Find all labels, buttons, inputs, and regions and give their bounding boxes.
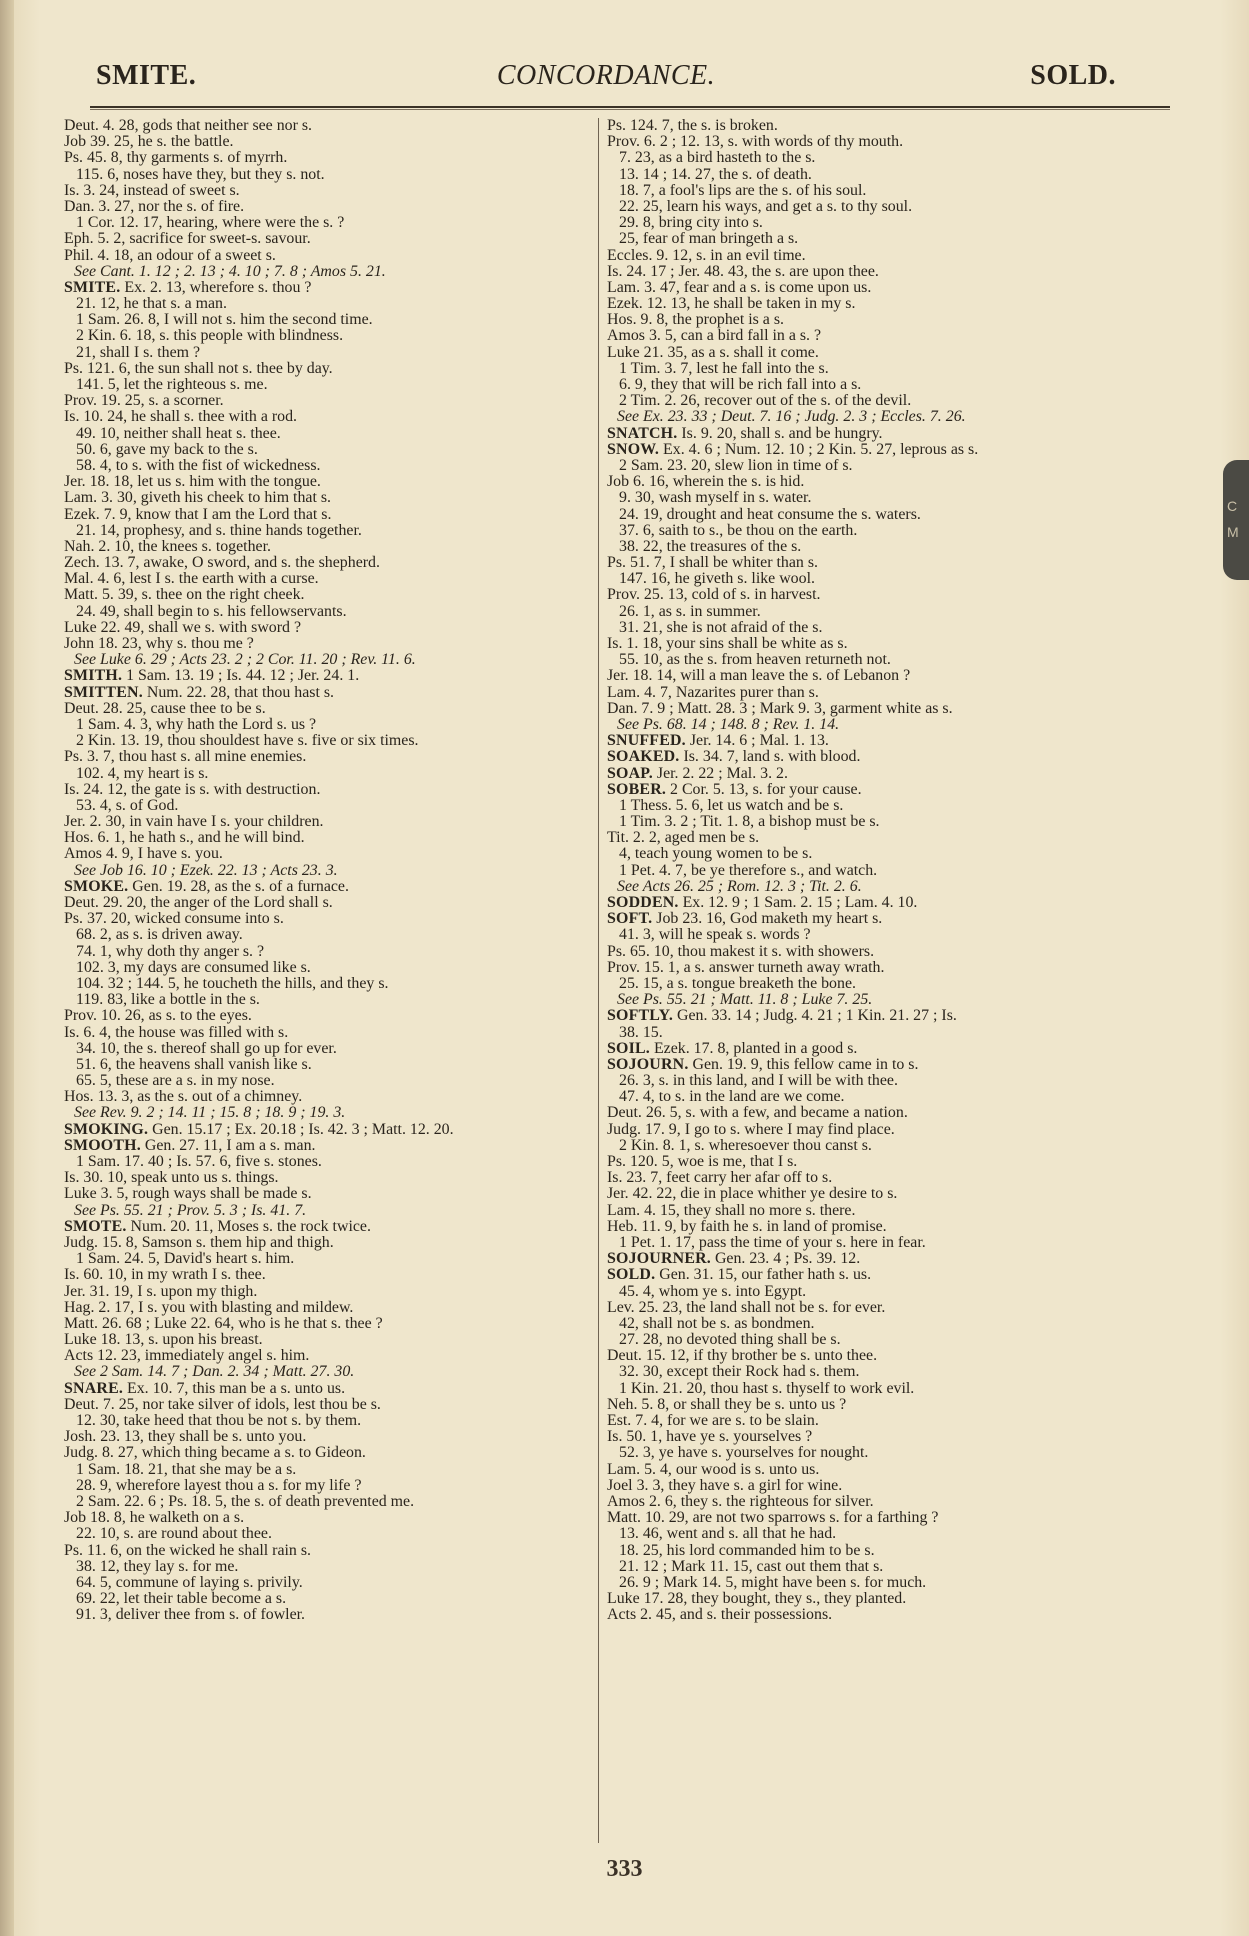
reference-line: 51. 6, the heavens shall vanish like s. [76, 1055, 312, 1073]
reference-line: 1 Kin. 21. 20, thou hast s. thyself to work evil. [619, 1379, 915, 1397]
reference-line: Deut. 28. 25, cause thee to be s. [64, 699, 266, 717]
headword: SOJOURNER. [607, 1250, 711, 1268]
reference-line: 12. 30, take heed that thou be not s. by them. [76, 1412, 362, 1429]
reference-line: 2 Kin. 8. 1, s. wheresoever thou canst s. [619, 1136, 872, 1154]
reference-line: 102. 4, my heart is s. [76, 764, 209, 782]
headword: SNUFFED. [607, 732, 686, 750]
headword: SNATCH. [607, 424, 678, 442]
right-column [607, 118, 1132, 1623]
reference-line: Luke 18. 13, s. upon his breast. [64, 1331, 263, 1349]
reference-line: Ps. 120. 5, woe is me, that I s. [607, 1153, 798, 1170]
reference-line: Nah. 2. 10, the knees s. together. [64, 537, 271, 555]
reference-line: 26. 9 ; Mark 14. 5, might have been s. for much. [619, 1573, 927, 1591]
reference-line: 42, shall not be s. as bondmen. [619, 1314, 815, 1332]
reference-line: Ps. 45. 8, thy garments s. of myrrh. [64, 149, 288, 167]
reference-line: Dan. 3. 27, nor the s. of fire. [64, 197, 245, 215]
entry-headword-line: SOFTLY. Gen. 33. 14 ; Judg. 4. 21 ; 1 Kin. 21. 27 ; Is. [607, 1007, 957, 1025]
see-also-line: See Cant. 1. 12 ; 2. 13 ; 4. 10 ; 7. 8 ; Amos 5. 21. [74, 262, 386, 280]
entry-headword-line: SMITTEN. Num. 22. 28, that thou hast s. [64, 683, 334, 701]
reference-line: 38. 15. [619, 1023, 663, 1041]
headword: SOFTLY. [607, 1007, 674, 1025]
reference-line: 38. 22, the treasures of the s. [619, 537, 802, 555]
reference-line: Matt. 5. 39, s. thee on the right cheek. [64, 586, 305, 604]
reference-line: Prov. 15. 1, a s. answer turneth away wrath. [607, 958, 885, 976]
reference-line: Prov. 6. 2 ; 12. 13, s. with words of thy mouth. [607, 133, 904, 151]
reference-line: 34. 10, the s. thereof shall go up for ever. [76, 1039, 337, 1057]
reference-line: Lam. 3. 47, fear and a s. is come upon us. [607, 278, 872, 296]
reference-line: 147. 16, he giveth s. like wool. [619, 570, 815, 588]
reference-line: Prov. 19. 25, s. a scorner. [64, 392, 224, 410]
reference-line: 45. 4, whom ye s. into Egypt. [619, 1282, 807, 1300]
reference-line: 41. 3, will he speak s. words ? [619, 926, 811, 944]
see-also-line: See Job 16. 10 ; Ezek. 22. 13 ; Acts 23. 3. [74, 861, 338, 879]
reference-line: 4, teach young women to be s. [619, 845, 813, 863]
entry-headword-line: SOJOURN. Gen. 19. 9, this fellow came in to s. [607, 1055, 919, 1073]
reference-line: Is. 24. 17 ; Jer. 48. 43, the s. are upon thee. [607, 262, 879, 280]
reference-line: Jer. 18. 18, let us s. him with the tongue. [64, 473, 321, 491]
see-also-line: See Ps. 68. 14 ; 148. 8 ; Rev. 1. 14. [617, 715, 840, 733]
reference-line: Ps. 51. 7, I shall be whiter than s. [607, 554, 818, 572]
headword: SODDEN. [607, 894, 679, 911]
entry-headword-line: SOLD. Gen. 31. 15, our father hath s. us. [607, 1266, 872, 1284]
reference-line: Jer. 2. 30, in vain have I s. your children. [64, 813, 324, 831]
reference-line: Acts 2. 45, and s. their possessions. [607, 1606, 833, 1624]
reference-line: 21, shall I s. them ? [76, 343, 201, 361]
header-rule-thin [90, 109, 1170, 110]
reference-line: 1 Pet. 1. 17, pass the time of your s. here in fear. [619, 1233, 926, 1251]
page-binding-edge [0, 0, 14, 1936]
reference-line: 2 Sam. 23. 20, slew lion in time of s. [619, 456, 853, 474]
headword: SNARE. [64, 1379, 124, 1397]
reference-line: 31. 21, she is not afraid of the s. [619, 618, 823, 636]
reference-line: 49. 10, neither shall heat s. thee. [76, 424, 281, 442]
reference-line: Luke 17. 28, they bought, they s., they planted. [607, 1590, 907, 1608]
left-column [64, 118, 589, 1623]
entry-headword-line: SMITH. 1 Sam. 13. 19 ; Is. 44. 12 ; Jer. 24. 1. [64, 667, 360, 685]
reference-line: 27. 28, no devoted thing shall be s. [619, 1331, 841, 1349]
reference-line: 1 Tim. 3. 2 ; Tit. 1. 8, a bishop must be s. [619, 813, 880, 831]
reference-line: 102. 3, my days are consumed like s. [76, 958, 311, 976]
reference-line: 50. 6, gave my back to the s. [76, 440, 258, 458]
reference-line: Joel 3. 3, they have s. a girl for wine. [607, 1476, 843, 1494]
reference-line: 47. 4, to s. in the land are we come. [619, 1088, 845, 1106]
reference-line: 24. 49, shall begin to s. his fellowservants. [76, 602, 347, 620]
reference-line: Dan. 7. 9 ; Matt. 28. 3 ; Mark 9. 3, garment white as s. [607, 699, 953, 717]
reference-line: Is. 1. 18, your sins shall be white as s. [607, 635, 848, 652]
reference-line: 68. 2, as s. is driven away. [76, 926, 243, 944]
reference-line: Ps. 37. 20, wicked consume into s. [64, 910, 284, 928]
reference-line: Eccles. 9. 12, s. in an evil time. [607, 246, 806, 264]
reference-line: Judg. 17. 9, I go to s. where I may find place. [607, 1120, 895, 1138]
reference-line: Jer. 42. 22, die in place whither ye desire to s. [607, 1185, 898, 1203]
reference-line: Lam. 5. 4, our wood is s. unto us. [607, 1460, 820, 1478]
entry-headword-line: SNOW. Ex. 4. 6 ; Num. 12. 10 ; 2 Kin. 5. 27, leprous as s. [607, 440, 979, 458]
reference-line: 1 Tim. 3. 7, lest he fall into the s. [619, 359, 829, 377]
reference-line: Hos. 13. 3, as the s. out of a chimney. [64, 1088, 303, 1106]
reference-line: Amos 3. 5, can a bird fall in a s. ? [607, 327, 822, 345]
headword: SOAKED. [607, 748, 680, 766]
reference-line: 6. 9, they that will be rich fall into a s. [619, 376, 862, 393]
header-last-word: SOLD. [1030, 60, 1116, 91]
reference-line: Is. 50. 1, have ye s. yourselves ? [607, 1428, 813, 1446]
reference-line: 53. 4, s. of God. [76, 796, 179, 814]
reference-line: Prov. 10. 26, as s. to the eyes. [64, 1007, 252, 1025]
reference-line: 52. 3, ye have s. yourselves for nought. [619, 1444, 869, 1462]
reference-line: 1 Thess. 5. 6, let us watch and be s. [619, 796, 844, 814]
headword: SOIL. [607, 1039, 650, 1057]
reference-line: Job 6. 16, wherein the s. is hid. [607, 473, 805, 491]
reference-line: Luke 22. 49, shall we s. with sword ? [64, 618, 302, 636]
entry-headword-line: SOAKED. Is. 34. 7, land s. with blood. [607, 748, 861, 766]
reference-line: Job 18. 8, he walketh on a s. [64, 1509, 245, 1527]
headword: SMOTE. [64, 1217, 127, 1235]
reference-line: Is. 23. 7, feet carry her afar off to s. [607, 1169, 833, 1187]
reference-line: 1 Sam. 4. 3, why hath the Lord s. us ? [76, 715, 317, 733]
reference-line: Tit. 2. 2, aged men be s. [607, 829, 760, 847]
reference-line: 1 Sam. 24. 5, David's heart s. him. [76, 1250, 295, 1268]
reference-line: Is. 30. 10, speak unto us s. things. [64, 1169, 279, 1187]
reference-line: 58. 4, to s. with the fist of wickedness. [76, 456, 321, 474]
reference-line: 2 Kin. 6. 18, s. this people with blindness. [76, 327, 344, 345]
reference-line: Ps. 121. 6, the sun shall not s. thee by day. [64, 359, 333, 377]
reference-line: Luke 3. 5, rough ways shall be made s. [64, 1185, 312, 1203]
reference-line: 115. 6, noses have they, but they s. not. [76, 165, 325, 183]
reference-line: 13. 14 ; 14. 27, the s. of death. [619, 165, 812, 183]
entry-headword-line: SMOKE. Gen. 19. 28, as the s. of a furnace. [64, 877, 349, 895]
reference-line: 141. 5, let the righteous s. me. [76, 376, 268, 393]
reference-line: Ps. 65. 10, thou makest it s. with showers. [607, 942, 875, 960]
reference-line: Is. 60. 10, in my wrath I s. thee. [64, 1266, 266, 1284]
running-header [96, 60, 1116, 100]
see-also-line: See Ex. 23. 33 ; Deut. 7. 16 ; Judg. 2. 3 ; Eccles. 7. 26. [617, 408, 966, 426]
reference-line: Phil. 4. 18, an odour of a sweet s. [64, 246, 276, 264]
reference-line: Ps. 124. 7, the s. is broken. [607, 117, 778, 134]
reference-line: Amos 2. 6, they s. the righteous for silver. [607, 1492, 874, 1510]
reference-line: 119. 83, like a bottle in the s. [76, 991, 260, 1009]
reference-line: Deut. 4. 28, gods that neither see nor s. [64, 117, 313, 134]
reference-line: Judg. 15. 8, Samson s. them hip and thigh. [64, 1233, 334, 1251]
reference-line: Lam. 4. 15, they shall no more s. there. [607, 1201, 856, 1219]
reference-line: Hos. 6. 1, he hath s., and he will bind. [64, 829, 305, 847]
headword: SOAP. [607, 764, 653, 782]
reference-line: Jer. 31. 19, I s. upon my thigh. [64, 1282, 258, 1300]
reference-line: Eph. 5. 2, sacrifice for sweet-s. savour. [64, 230, 311, 248]
reference-line: 13. 46, went and s. all that he had. [619, 1525, 837, 1543]
entry-headword-line: SOAP. Jer. 2. 22 ; Mal. 3. 2. [607, 764, 788, 782]
reference-line: 22. 25, learn his ways, and get a s. to thy soul. [619, 197, 913, 215]
reference-line: 7. 23, as a bird hasteth to the s. [619, 149, 816, 167]
reference-line: 2 Sam. 22. 6 ; Ps. 18. 5, the s. of death prevented me. [76, 1492, 415, 1510]
reference-line: Amos 4. 9, I have s. you. [64, 845, 223, 863]
see-also-line: See Ps. 55. 21 ; Prov. 5. 3 ; Is. 41. 7. [74, 1201, 307, 1219]
headword: SOFT. [607, 910, 653, 928]
entry-headword-line: SMITE. Ex. 2. 13, wherefore s. thou ? [64, 278, 312, 296]
reference-line: 18. 7, a fool's lips are the s. of his soul. [619, 181, 867, 199]
reference-line: 21. 14, prophesy, and s. thine hands together. [76, 521, 362, 539]
entry-headword-line: SNARE. Ex. 10. 7, this man be a s. unto us. [64, 1379, 346, 1397]
headword: SMOKING. [64, 1120, 149, 1138]
see-also-line: See 2 Sam. 14. 7 ; Dan. 2. 34 ; Matt. 27. 30. [74, 1363, 355, 1381]
reference-line: Judg. 8. 27, which thing became a s. to Gideon. [64, 1444, 366, 1462]
reference-line: 25, fear of man bringeth a s. [619, 230, 799, 248]
reference-line: 64. 5, commune of laying s. privily. [76, 1573, 303, 1591]
entry-headword-line: SOIL. Ezek. 17. 8, planted in a good s. [607, 1039, 858, 1057]
reference-line: 2 Tim. 2. 26, recover out of the s. of the devil. [619, 392, 912, 410]
reference-line: Josh. 23. 13, they shall be s. unto you. [64, 1428, 307, 1446]
reference-line: Jer. 18. 14, will a man leave the s. of Lebanon ? [607, 667, 911, 685]
reference-line: Ezek. 12. 13, he shall be taken in my s. [607, 295, 856, 313]
reference-line: Acts 12. 23, immediately angel s. him. [64, 1347, 310, 1365]
reference-line: 26. 1, as s. in summer. [619, 602, 761, 620]
reference-line: Is. 3. 24, instead of sweet s. [64, 181, 240, 199]
entry-headword-line: SOJOURNER. Gen. 23. 4 ; Ps. 39. 12. [607, 1250, 861, 1268]
thumb-tab-letter-top: C [1227, 498, 1238, 514]
headword: SMITTEN. [64, 683, 143, 701]
reference-line: Prov. 25. 13, cold of s. in harvest. [607, 586, 821, 604]
reference-line: Matt. 10. 29, are not two sparrows s. for a farthing ? [607, 1509, 939, 1527]
reference-line: Heb. 11. 9, by faith he s. in land of promise. [607, 1217, 887, 1235]
reference-line: Matt. 26. 68 ; Luke 22. 64, who is he that s. thee ? [64, 1314, 383, 1332]
reference-line: Est. 7. 4, for we are s. to be slain. [607, 1412, 819, 1429]
thumb-tab-letter-bottom: M [1227, 524, 1239, 540]
headword: SNOW. [607, 440, 660, 458]
reference-line: 21. 12, he that s. a man. [76, 295, 227, 313]
headword: SMITE. [64, 278, 121, 296]
reference-line: Is. 6. 4, the house was filled with s. [64, 1023, 289, 1041]
see-also-line: See Ps. 55. 21 ; Matt. 11. 8 ; Luke 7. 25. [617, 991, 873, 1009]
reference-line: 55. 10, as the s. from heaven returneth not. [619, 651, 891, 669]
page-number: 333 [606, 1856, 643, 1882]
entry-headword-line: SNUFFED. Jer. 14. 6 ; Mal. 1. 13. [607, 732, 829, 750]
reference-line: 1 Sam. 18. 21, that she may be a s. [76, 1460, 297, 1478]
entry-headword-line: SMOTE. Num. 20. 11, Moses s. the rock twice. [64, 1217, 371, 1235]
reference-line: Deut. 29. 20, the anger of the Lord shall s. [64, 894, 333, 911]
column-divider [598, 118, 599, 1843]
reference-line: Luke 21. 35, as a s. shall it come. [607, 343, 819, 361]
reference-line: Hos. 9. 8, the prophet is a s. [607, 311, 784, 329]
reference-line: 25. 15, a s. tongue breaketh the bone. [619, 974, 856, 992]
header-first-word: SMITE. [96, 60, 197, 91]
reference-line: 1 Cor. 12. 17, hearing, where were the s. ? [76, 214, 345, 232]
reference-line: Mal. 4. 6, lest I s. the earth with a curse. [64, 570, 319, 588]
entry-headword-line: SOBER. 2 Cor. 5. 13, s. for your cause. [607, 780, 862, 798]
reference-line: Is. 10. 24, he shall s. thee with a rod. [64, 408, 298, 426]
headword: SOLD. [607, 1266, 656, 1284]
reference-line: Zech. 13. 7, awake, O sword, and s. the shepherd. [64, 554, 380, 572]
headword: SOJOURN. [607, 1055, 689, 1073]
reference-line: 69. 22, let their table become a s. [76, 1590, 287, 1608]
reference-line: Ps. 11. 6, on the wicked he shall rain s. [64, 1541, 312, 1559]
reference-line: Ps. 3. 7, thou hast s. all mine enemies. [64, 748, 307, 766]
thumb-index-tab[interactable] [1223, 460, 1249, 580]
reference-line: Deut. 7. 25, nor take silver of idols, lest thou be s. [64, 1395, 381, 1413]
reference-line: 18. 25, his lord commanded him to be s. [619, 1541, 875, 1559]
reference-line: 1 Sam. 26. 8, I will not s. him the second time. [76, 311, 373, 329]
reference-line: Lam. 4. 7, Nazarites purer than s. [607, 683, 819, 701]
reference-line: 24. 19, drought and heat consume the s. waters. [619, 505, 921, 523]
reference-line: 28. 9, wherefore layest thou a s. for my life ? [76, 1476, 362, 1494]
headword: SMITH. [64, 667, 123, 685]
headword: SMOOTH. [64, 1136, 141, 1154]
headword: SMOKE. [64, 877, 129, 895]
reference-line: 74. 1, why doth thy anger s. ? [76, 942, 265, 960]
reference-line: Lam. 3. 30, giveth his cheek to him that s. [64, 489, 332, 507]
header-title: CONCORDANCE. [496, 60, 716, 91]
reference-line: Is. 24. 12, the gate is s. with destruction. [64, 780, 321, 798]
reference-line: Hag. 2. 17, I s. you with blasting and mildew. [64, 1298, 354, 1316]
see-also-line: See Acts 26. 25 ; Rom. 12. 3 ; Tit. 2. 6. [617, 877, 862, 895]
reference-line: 37. 6, saith to s., be thou on the earth. [619, 521, 858, 539]
reference-line: 32. 30, except their Rock had s. them. [619, 1363, 860, 1381]
reference-line: Job 39. 25, he s. the battle. [64, 133, 234, 151]
reference-line: 104. 32 ; 144. 5, he toucheth the hills, and they s. [76, 974, 389, 992]
reference-line: 21. 12 ; Mark 11. 15, cast out them that s. [619, 1557, 884, 1575]
see-also-line: See Rev. 9. 2 ; 14. 11 ; 15. 8 ; 18. 9 ; 19. 3. [74, 1104, 346, 1122]
entry-headword-line: SODDEN. Ex. 12. 9 ; 1 Sam. 2. 15 ; Lam. 4. 10. [607, 894, 918, 911]
reference-line: Neh. 5. 8, or shall they be s. unto us ? [607, 1395, 847, 1413]
reference-line: 26. 3, s. in this land, and I will be with thee. [619, 1072, 898, 1090]
reference-line: 29. 8, bring city into s. [619, 214, 763, 232]
reference-line: 22. 10, s. are round about thee. [76, 1525, 272, 1543]
reference-line: Lev. 25. 23, the land shall not be s. for ever. [607, 1298, 886, 1316]
reference-line: John 18. 23, why s. thou me ? [64, 635, 254, 652]
reference-line: 2 Kin. 13. 19, thou shouldest have s. five or six times. [76, 732, 419, 750]
see-also-line: See Luke 6. 29 ; Acts 23. 2 ; 2 Cor. 11. 20 ; Rev. 11. 6. [74, 651, 416, 669]
reference-line: 91. 3, deliver thee from s. of fowler. [76, 1606, 306, 1624]
entry-headword-line: SMOKING. Gen. 15.17 ; Ex. 20.18 ; Is. 42. 3 ; Matt. 12. 20. [64, 1120, 454, 1138]
entry-headword-line: SOFT. Job 23. 16, God maketh my heart s. [607, 910, 883, 928]
reference-line: Deut. 15. 12, if thy brother be s. unto thee. [607, 1347, 878, 1365]
reference-line: Deut. 26. 5, s. with a few, and became a nation. [607, 1104, 908, 1122]
entry-headword-line: SNATCH. Is. 9. 20, shall s. and be hungry. [607, 424, 883, 442]
reference-line: 1 Pet. 4. 7, be ye therefore s., and watch. [619, 861, 878, 879]
reference-line: 1 Sam. 17. 40 ; Is. 57. 6, five s. stones. [76, 1153, 322, 1170]
reference-line: 9. 30, wash myself in s. water. [619, 489, 812, 507]
reference-line: Ezek. 7. 9, know that I am the Lord that s. [64, 505, 332, 523]
entry-headword-line: SMOOTH. Gen. 27. 11, I am a s. man. [64, 1136, 316, 1154]
reference-line: 65. 5, these are a s. in my nose. [76, 1072, 275, 1090]
header-rule [90, 106, 1170, 108]
reference-line: 38. 12, they lay s. for me. [76, 1557, 239, 1575]
headword: SOBER. [607, 780, 667, 798]
